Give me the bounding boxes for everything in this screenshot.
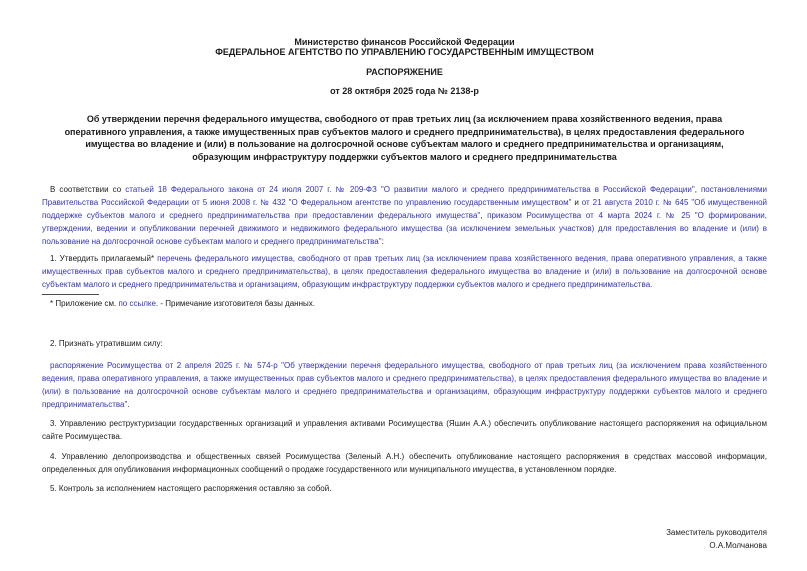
paragraph-item-2: 2. Признать утратившим силу: (50, 339, 163, 348)
paragraph-intro (42, 183, 767, 248)
text-segment: и (571, 198, 582, 207)
footnote-divider (42, 294, 99, 295)
doc-link[interactable]: по ссылке (118, 299, 156, 308)
doc-link[interactable]: статьей 18 Федерального закона от 24 июля 2007 г. № 209-ФЗ "О развитии малого и среднего предпринимательства в Российской Федерации" (125, 185, 695, 194)
doc-type-heading: РАСПОРЯЖЕНИЕ (366, 67, 443, 77)
text-segment: * Приложение см. (50, 299, 119, 308)
paragraph-item-3: 3. Управлению реструктуризации государственных организаций и управления активами Росимущества (Яшин А.А.) обеспечить опубликование настоящего распоряжения на официальном сайте Росимущества. (42, 419, 767, 441)
text-segment: , (480, 211, 488, 220)
paragraph-item-5: 5. Контроль за исполнением настоящего распоряжения оставляю за собой. (50, 484, 332, 493)
doc-title: Об утверждении перечня федерального имущества, свободного от прав третьих лиц (за исключением права хозяйственного ведения, права оперативного управления, а также имущественных прав субъектов малого и среднего предпринимательства), в целях предоставления федерального имущества во владение и (или) в пользование на долгосрочной основе субъектам малого и среднего предпринимательства и организациям, образующим инфраструктуру поддержки субъектов малого и среднего предпринимательства (64, 114, 745, 162)
header-agency: ФЕДЕРАЛЬНОЕ АГЕНТСТВО ПО УПРАВЛЕНИЮ ГОСУДАРСТВЕННЫМ ИМУЩЕСТВОМ (215, 47, 594, 57)
paragraph-revoked-order (42, 359, 767, 411)
footnote-text (42, 298, 767, 309)
header-ministry: Министерство финансов Российской Федерации (294, 37, 515, 47)
doc-link[interactable]: распоряжение Росимущества от 2 апреля 2025 г. № 574-р "Об утверждении перечня федерального имущества, свободного от прав третьих лиц (за исключением права хозяйственного ведения, права оперативного управления, а также имущественных прав субъектов малого и среднего предпринимательства), в целях предоставления федерального имущества во владение и (или) в пользование на долгосрочной основе субъектам малого и среднего предпринимательства и организациям, образующим инфраструктуру поддержки субъектов малого и среднего предпринимательства" (42, 361, 767, 409)
signature-block (42, 526, 767, 552)
paragraph-item-4: 4. Управлению делопроизводства и общественных связей Росимущества (Зеленый А.Н.) обеспечить опубликование настоящего распоряжения в средствах массовой информации, определенных для опубликования информационных сообщений о продаже государственного или муниципального имущества, в установленном порядке. (42, 452, 767, 474)
text-segment: , (694, 185, 701, 194)
doc-link[interactable]: постановлениями Правительства Российской Федерации от 5 июня 2008 г. № 432 "О Федеральном агентстве по управлению государственным имуществом" (42, 185, 767, 207)
text-segment: . - Примечание изготовителя базы данных. (155, 299, 315, 308)
signature-position: Заместитель руководителя (666, 528, 767, 537)
text-segment: . (127, 400, 130, 409)
text-segment: : (381, 237, 384, 246)
text-segment: 1. Утвердить прилагаемый* (50, 254, 158, 263)
doc-link[interactable]: перечень федерального имущества, свободного от прав третьих лиц (за исключением права хозяйственного ведения, права оперативного управления, а также имущественных прав субъектов малого и среднего предпринимательства), в целях предоставления федерального имущества во владение и (или) в пользование на долгосрочной основе субъектам малого и среднего предпринимательства и организациям, образующим инфраструктуру поддержки субъектов малого и среднего предпринимательства. (42, 254, 767, 289)
signature-name: О.А.Молчанова (709, 541, 767, 550)
doc-link[interactable]: от 21 августа 2010 г. № 645 "Об имущественной поддержке субъектов малого и среднего предпринимательства при предоставлении федерального имущества" (42, 198, 768, 220)
doc-link[interactable]: приказом Росимущества от 4 марта 2024 г. № 25 "О формировании, утверждении, ведении и опубликовании перечней движимого и недвижимого федерального имущества (за исключением земельных участков) для предоставления во владение и (или) в пользование на долгосрочной основе субъектам малого и среднего предпринимательства" (42, 211, 767, 246)
text-segment: В соответствии со (50, 185, 126, 194)
doc-date-number: от 28 октября 2025 года № 2138-р (330, 86, 479, 96)
paragraph-item-1 (42, 252, 767, 291)
